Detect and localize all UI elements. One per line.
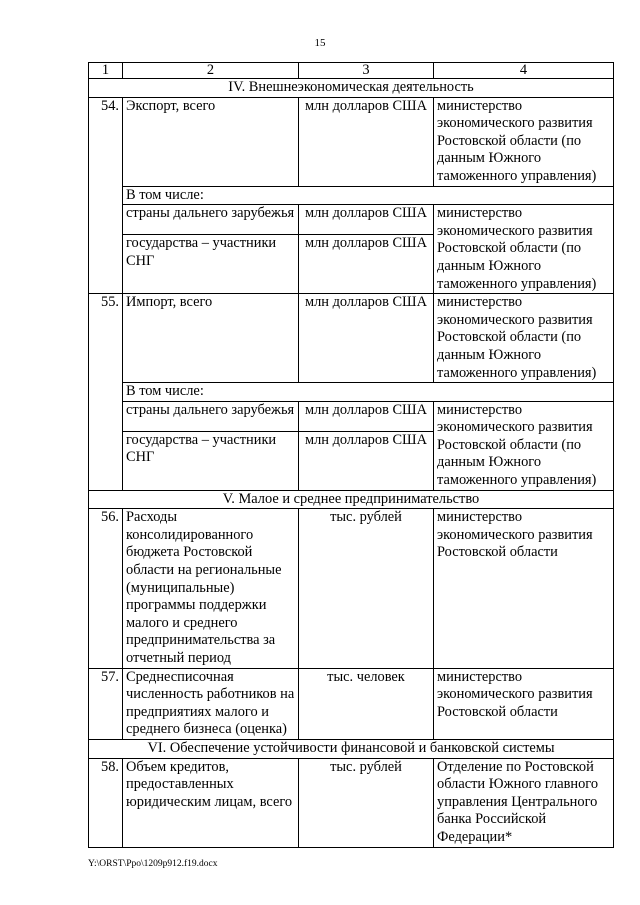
indicator-name: Объем кредитов, предоставленных юридическим лицам, всего <box>123 758 299 847</box>
unit-cell: млн долларов США <box>299 235 434 294</box>
indicator-name: Импорт, всего <box>123 294 299 383</box>
section-row <box>89 79 614 98</box>
unit-cell: млн долларов США <box>299 294 434 383</box>
header-col-3: 3 <box>299 63 434 79</box>
source-cell: министерство экономического развития Ростовской области (по данным Южного таможенного управления) <box>434 294 614 383</box>
section-title: VI. Обеспечение устойчивости финансовой и банковской системы <box>89 739 614 758</box>
file-path-footer: Y:\ORST\Ppo\1209p912.f19.docx <box>88 859 218 869</box>
indicator-name: страны дальнего зарубежья <box>123 401 299 431</box>
including-label: В том числе: <box>123 186 614 205</box>
section-title: IV. Внешнеэкономическая деятельность <box>89 79 614 98</box>
header-col-1: 1 <box>89 63 123 79</box>
row-number: 54. <box>89 97 123 294</box>
indicator-name: государства – участники СНГ <box>123 235 299 294</box>
source-cell: министерство экономического развития Ростовской области (по данным Южного таможенного управления) <box>434 97 614 186</box>
page-number: 15 <box>314 37 326 49</box>
table-header-row <box>89 63 614 79</box>
table-row <box>89 294 614 383</box>
table-row <box>89 668 614 739</box>
table-row <box>89 205 614 235</box>
table-row <box>89 401 614 431</box>
section-row <box>89 490 614 509</box>
table-row <box>89 186 614 205</box>
table-row <box>89 758 614 847</box>
indicator-name: государства – участники СНГ <box>123 431 299 490</box>
unit-cell: млн долларов США <box>299 205 434 235</box>
unit-cell: тыс. рублей <box>299 509 434 668</box>
table-row <box>89 509 614 668</box>
source-cell: министерство экономического развития Ростовской области <box>434 668 614 739</box>
unit-cell: млн долларов США <box>299 97 434 186</box>
row-number: 57. <box>89 668 123 739</box>
section-title: V. Малое и среднее предпринимательство <box>89 490 614 509</box>
indicator-name: Расходы консолидированного бюджета Ростовской области на региональные (муниципальные) программы поддержки малого и среднего предпринимательства за отчетный период <box>123 509 299 668</box>
indicators-table <box>88 62 614 848</box>
table-row <box>89 383 614 402</box>
indicator-name: страны дальнего зарубежья <box>123 205 299 235</box>
source-cell: министерство экономического развития Ростовской области (по данным Южного таможенного управления) <box>434 401 614 490</box>
indicator-name: Среднесписочная численность работников на предприятиях малого и среднего бизнеса (оценка) <box>123 668 299 739</box>
source-cell: министерство экономического развития Ростовской области (по данным Южного таможенного управления) <box>434 205 614 294</box>
including-label: В том числе: <box>123 383 614 402</box>
header-col-2: 2 <box>123 63 299 79</box>
unit-cell: тыс. рублей <box>299 758 434 847</box>
table-row <box>89 97 614 186</box>
source-cell: Отделение по Ростовской области Южного главного управления Центрального банка Российской Федерации* <box>434 758 614 847</box>
row-number: 56. <box>89 509 123 668</box>
indicator-name: Экспорт, всего <box>123 97 299 186</box>
unit-cell: тыс. человек <box>299 668 434 739</box>
header-col-4: 4 <box>434 63 614 79</box>
section-row <box>89 739 614 758</box>
row-number: 55. <box>89 294 123 491</box>
unit-cell: млн долларов США <box>299 401 434 431</box>
unit-cell: млн долларов США <box>299 431 434 490</box>
row-number: 58. <box>89 758 123 847</box>
source-cell: министерство экономического развития Ростовской области <box>434 509 614 668</box>
